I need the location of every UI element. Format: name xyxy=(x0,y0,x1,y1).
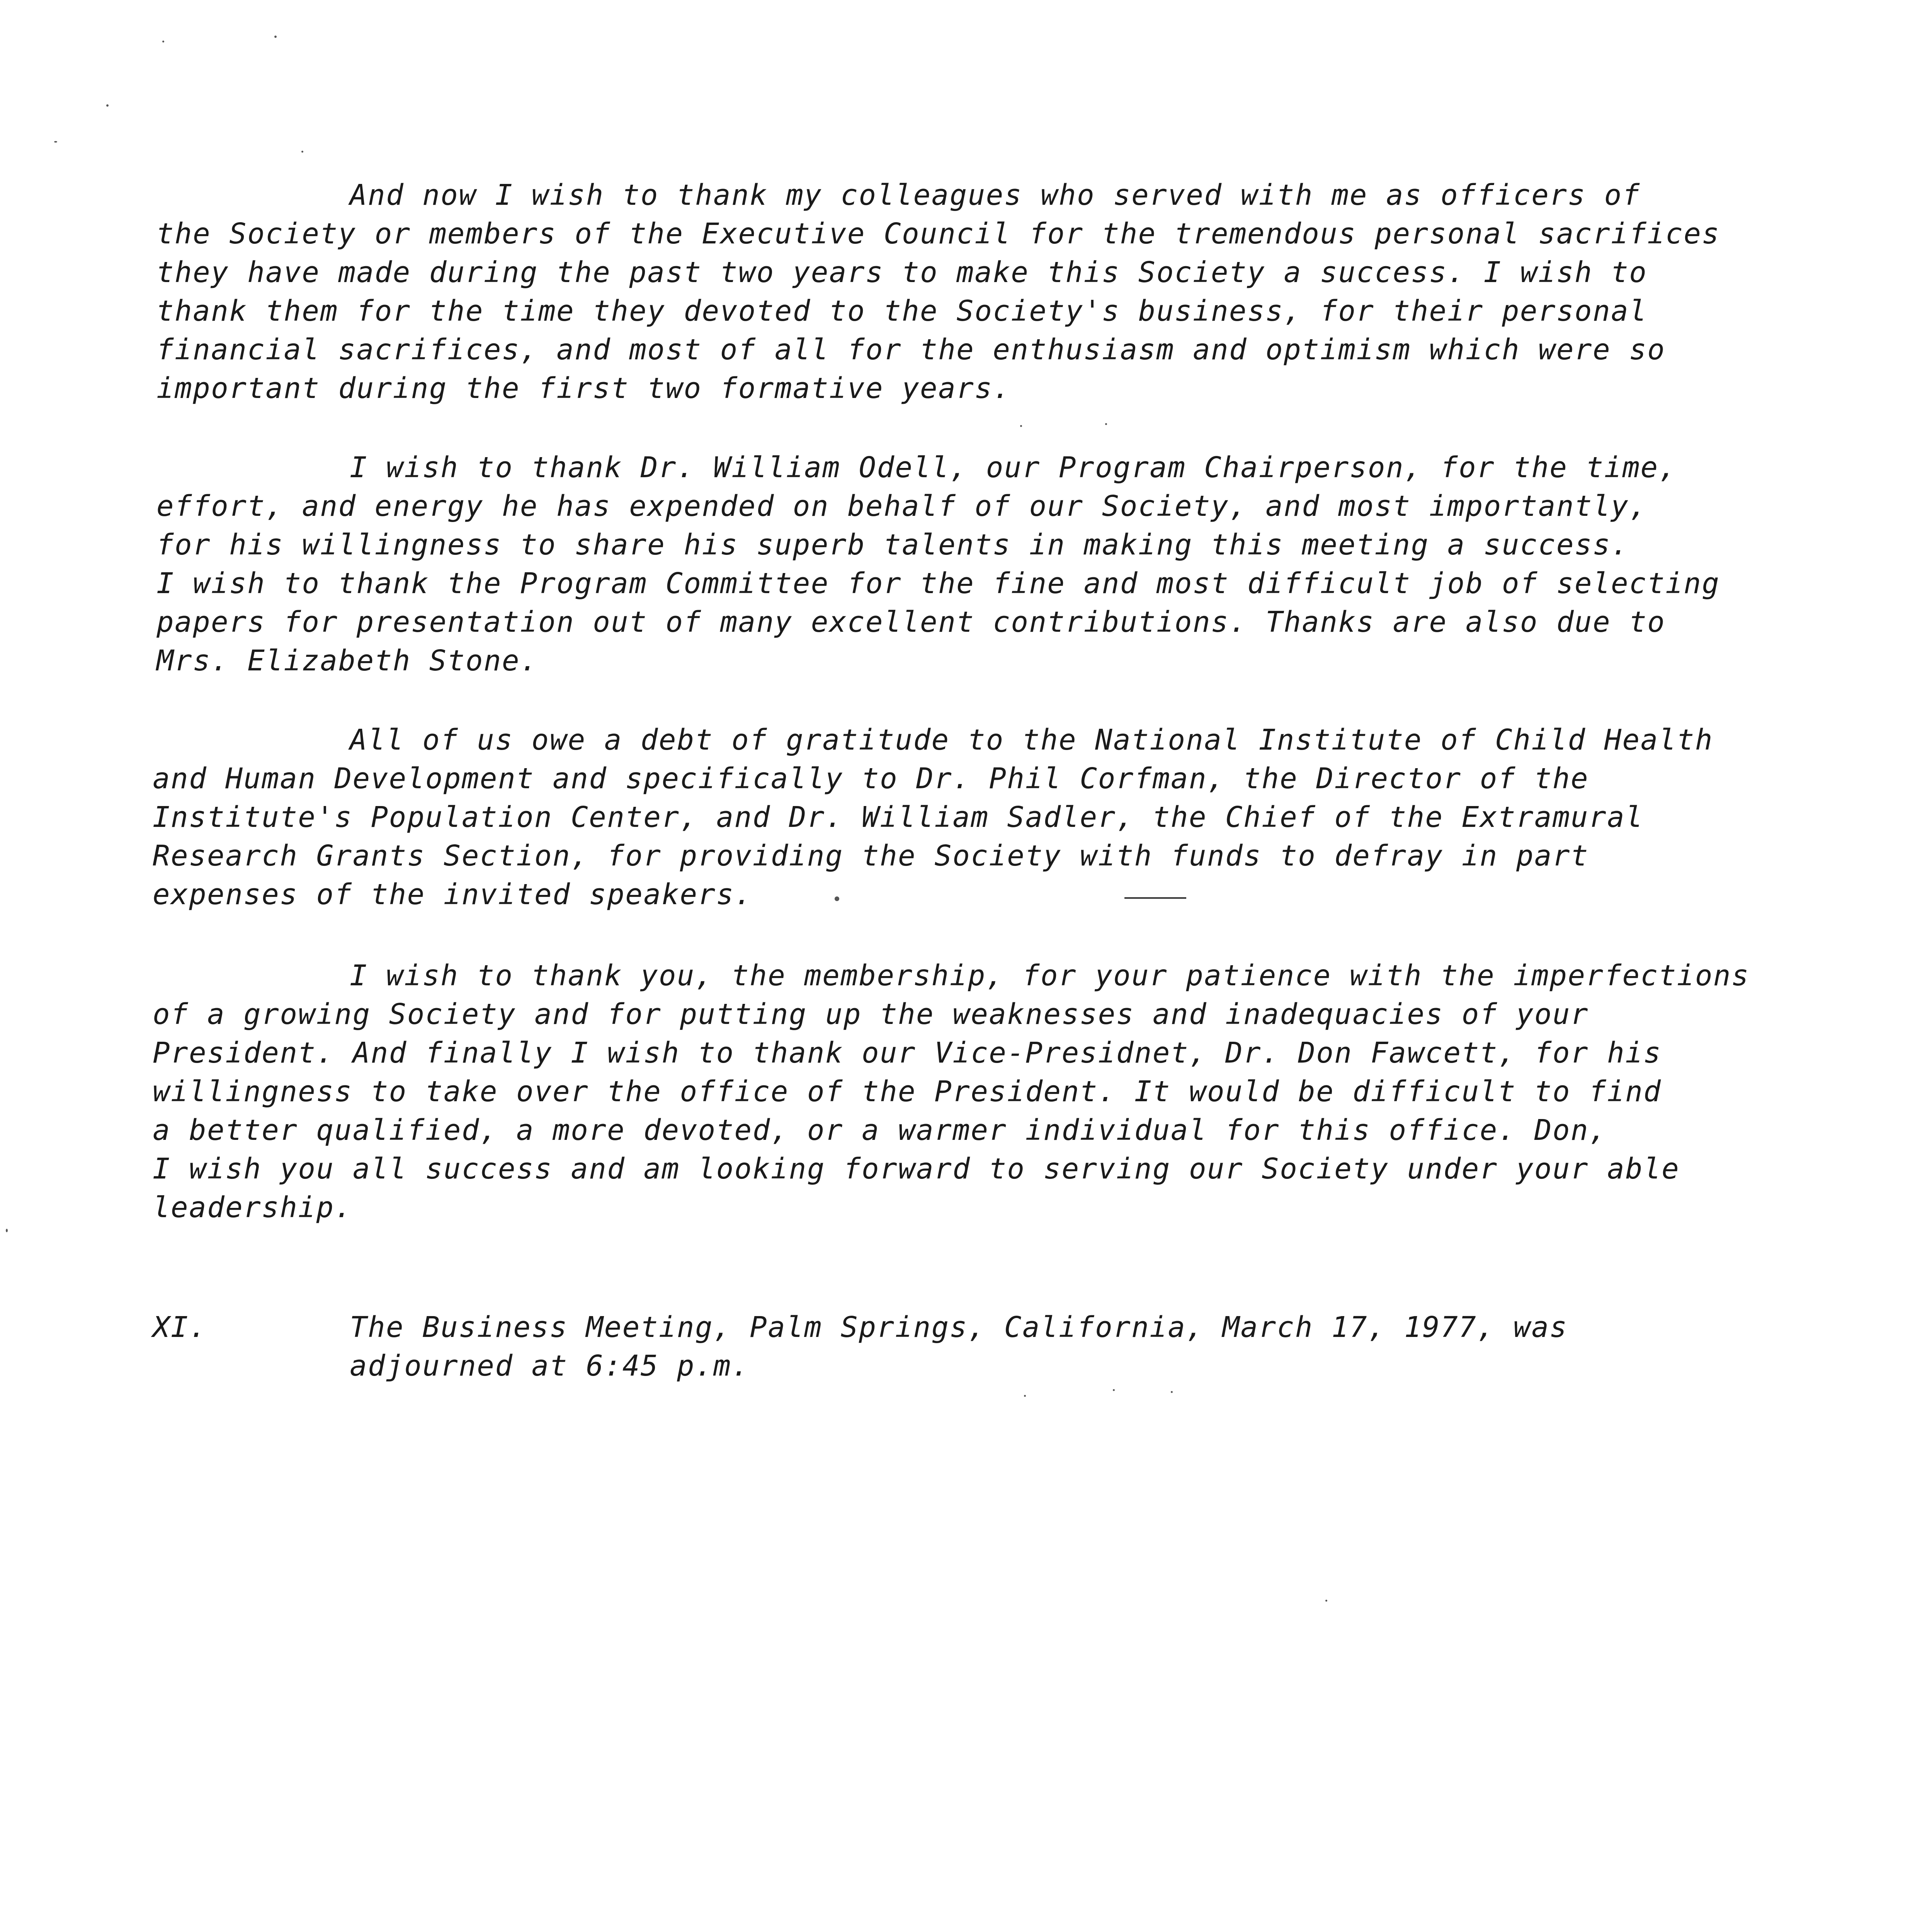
section-line-1: The Business Meeting, Palm Springs, California, March 17, 1977, was xyxy=(350,1311,1568,1344)
paragraph-1-line-6: important during the first two formative years. xyxy=(156,372,1011,405)
scan-speck xyxy=(106,104,109,107)
bullet-mark xyxy=(835,896,839,901)
scan-speck xyxy=(1024,1395,1026,1397)
paragraph-2-line-1: I wish to thank Dr. William Odell, our Program Chairperson, for the time, xyxy=(350,451,1677,484)
paragraph-3-line-2: and Human Development and specifically to Dr. Phil Corfman, the Director of the xyxy=(153,762,1589,795)
scan-speck xyxy=(162,41,164,43)
scan-speck xyxy=(274,36,277,38)
section-line-2: adjourned at 6:45 p.m. xyxy=(350,1349,750,1383)
scan-speck xyxy=(1325,1600,1327,1602)
scan-speck xyxy=(1105,423,1107,425)
paragraph-1-line-5: financial sacrifices, and most of all for the enthusiasm and optimism which were so xyxy=(156,333,1666,366)
scan-speck xyxy=(1113,1389,1115,1391)
paragraph-4-line-3: President. And finally I wish to thank our Vice-Presidnet, Dr. Don Fawcett, for his xyxy=(153,1036,1662,1070)
paragraph-2-line-6: Mrs. Elizabeth Stone. xyxy=(156,644,539,677)
paragraph-4-line-1: I wish to thank you, the membership, for your patience with the imperfections xyxy=(350,959,1750,992)
paragraph-2-line-4: I wish to thank the Program Committee for the fine and most difficult job of selecting xyxy=(156,567,1720,600)
section-number: XI. xyxy=(153,1311,207,1344)
scan-speck xyxy=(1171,1391,1173,1393)
scan-speck xyxy=(301,151,303,153)
paragraph-1-line-4: thank them for the time they devoted to the Society's business, for their personal xyxy=(156,294,1648,328)
paragraph-3-line-4: Research Grants Section, for providing the Society with funds to defray in part xyxy=(153,839,1589,872)
paragraph-4-line-5: a better qualified, a more devoted, or a warmer individual for this office. Don, xyxy=(153,1114,1607,1147)
paragraph-2-line-5: papers for presentation out of many excellent contributions. Thanks are also due to xyxy=(156,605,1666,639)
paragraph-1-line-3: they have made during the past two years to make this Society a success. I wish to xyxy=(156,256,1648,289)
paragraph-1-line-1: And now I wish to thank my colleagues who served with me as officers of xyxy=(350,179,1641,212)
stray-dash xyxy=(1124,897,1186,899)
scan-speck xyxy=(54,141,57,143)
paragraph-4-line-2: of a growing Society and for putting up the weaknesses and inadequacies of your xyxy=(153,998,1589,1031)
scan-speck xyxy=(1020,425,1022,427)
paragraph-4-line-6: I wish you all success and am looking forward to serving our Society under your able xyxy=(153,1152,1680,1185)
paragraph-3-line-5: expenses of the invited speakers. xyxy=(153,878,753,911)
scan-speck xyxy=(6,1229,8,1232)
paragraph-2-line-2: effort, and energy he has expended on behalf of our Society, and most importantly, xyxy=(156,490,1648,523)
paragraph-4-line-7: leadership. xyxy=(153,1191,353,1224)
paragraph-3-line-3: Institute's Population Center, and Dr. William Sadler, the Chief of the Extramural xyxy=(153,801,1644,834)
paragraph-4-line-4: willingness to take over the office of the President. It would be difficult to find xyxy=(153,1075,1662,1108)
paragraph-2-line-3: for his willingness to share his superb talents in making this meeting a success. xyxy=(156,528,1629,561)
paragraph-3-line-1: All of us owe a debt of gratitude to the National Institute of Child Health xyxy=(350,723,1713,757)
paragraph-1-line-2: the Society or members of the Executive Council for the tremendous personal sacrifices xyxy=(156,217,1720,250)
